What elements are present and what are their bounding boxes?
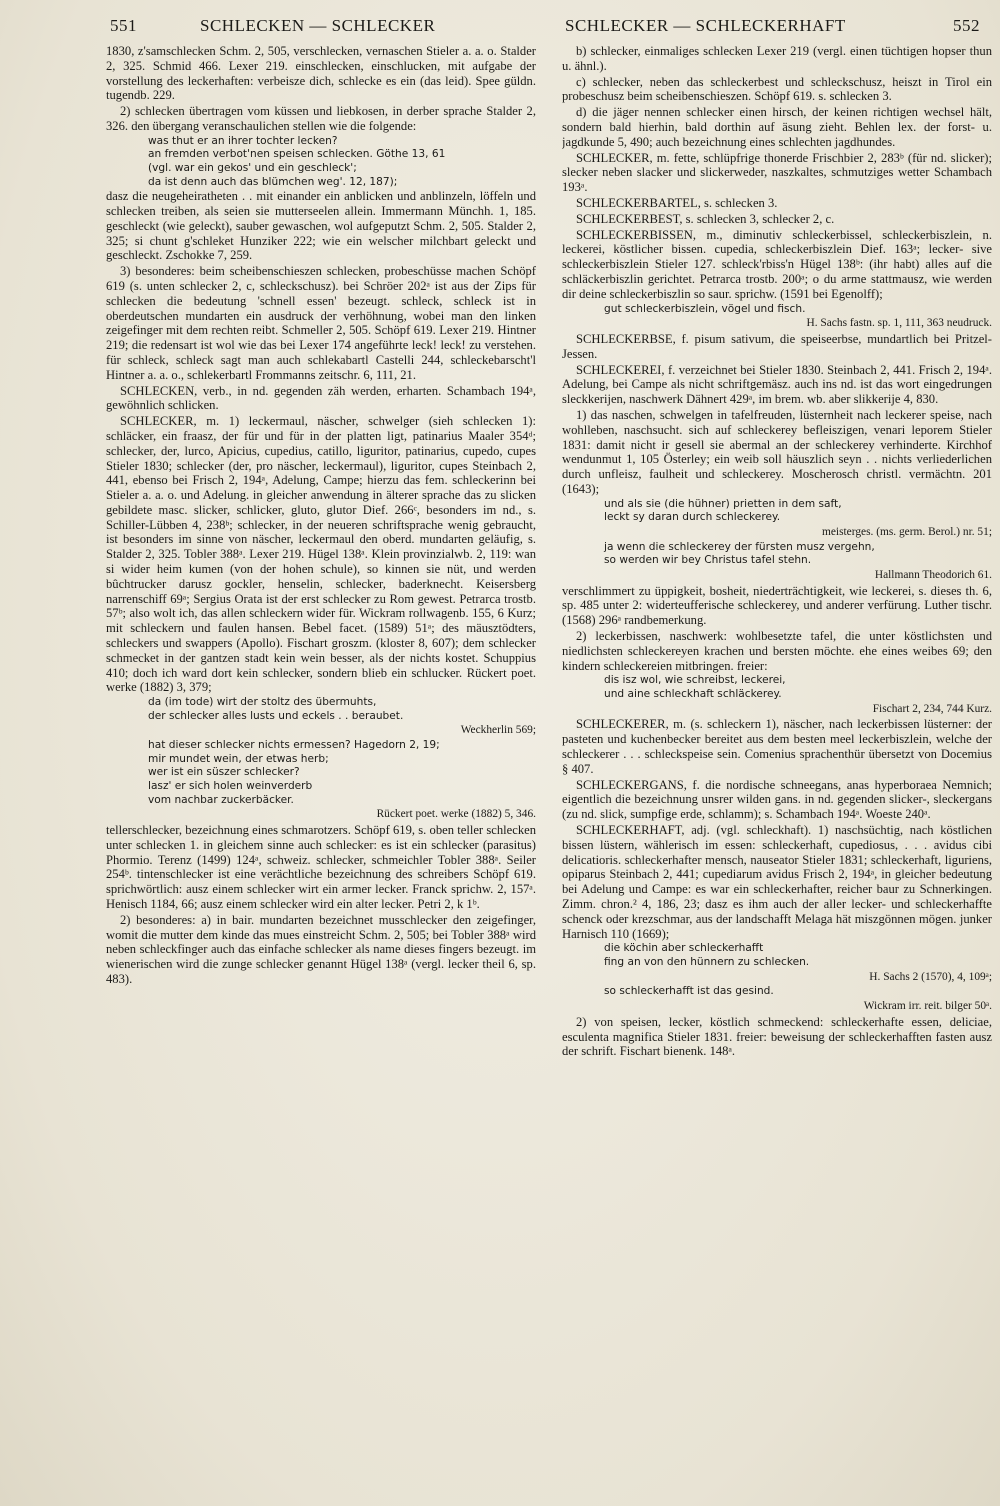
quotation-source: Hallmann Theodorich 61. [874,568,992,581]
left-column [106,44,536,1489]
right-running-title: SCHLECKER — SCHLECKERHAFT [565,16,846,35]
headword-entry: SCHLECKERBISSEN, m., diminutiv schleckerbissel, schleckerbiszlein, n. leckerei, köstlicher bissen. cupedia, schleckerbiszlein Dief. 163ᵃ; lecker- sive schleckerbiszlein Stieler 127. schleck'rbiss'n Hügel 138ᵇ: (ihr habt) alles auf die schläckerbiszlin gerichtet. Petrarca trostb. 200ᵃ; o du arme stattmausz, wie werden dir deine schleckerbiszlin so saur. sprichw. (1591 bei Egenolff); [562,227,992,301]
quotation-line: der schlecker alles lusts und eckels . . beraubet. [148,709,404,722]
quotation-line: wer ist ein süszer schlecker? [148,766,300,779]
headword-entry: SCHLECKERBSE, f. pisum sativum, die speiseerbse, mundartlich bei Pritzel-Jessen. [562,331,992,361]
quotation-line: so werden wir bey Christus tafel stehn. [604,554,812,567]
entry-paragraph: dasz die neugeheiratheten . . mit einander ein anblicken und anblinzeln, löffeln und schlecken treiben, als seien sie mutterseelen allein. Immermann Münchh. 1, 185. geschleckt (wie geleckt), sauber gewaschen, wol aufgeputzt Schm. 2, 505. Stalder 2, 325; si chunt g'schleket Hunziker 222; wie ein welscher milchbart geleckt und geschleckt. Zschokke 7, 259. [106,189,536,263]
quotation-line: dis isz wol, wie schreibst, leckerei, [604,674,786,687]
quotation-line: (vgl. war ein gekos' und ein geschleck'; [148,161,357,174]
entry-paragraph: 1) das naschen, schwelgen in tafelfreuden, lüsternheit nach leckerer speise, nach wohlleben, naschsucht. sich auf schleckerey befleiszigen, venari leporem Stieler 1831: damit nicht ir gesell sie abermal an der schleckerey verhinderte. Kirchhof wendunmut 1, 105 Österley; ein weib soll häuszlich seyn . . nichts verliederlichen durch unfleisz, faulheit und schleckerey. Moscherosch christl. vermächtn. 201 (1643); [562,407,992,496]
page-header [0,16,1000,40]
quotation-line: so schleckerhafft ist das gesind. [604,985,774,998]
headword-entry: SCHLECKER, m. fette, schlüpfrige thonerde Frischbier 2, 283ᵇ (für nd. slicker); slecker neben slacker und slickerweder, naszkaltes, schmutziges wetter Schambach 193ᵃ. [562,150,992,195]
headword-entry: SCHLECKERER, m. (s. schleckern 1), näscher, nach leckerbissen lüsterner: der pasteten und kuchenbecker bereitet aus dem besten meel leckerbiszlein, welche der schleckerer . . . schleckspeise sein. Comenius sprachenthür übersetzt von Docemius § 407. [562,717,992,776]
entry-paragraph: 1830, z'samschlecken Schm. 2, 505, verschlecken, vernaschen Stieler a. a. o. Stalder 2, 325. Schmid 466. Lexer 219. einschlecken, einschlucken, mit aufgabe der vorstellung des leckerhaften: verbeisze dich, schlecke es ein (das leid). Spee güldn. tugendb. 229. [106,44,536,103]
entry-paragraph: 2) von speisen, lecker, köstlich schmeckend: schleckerhafte essen, deliciae, esculenta magnifica Stieler 1831. freier: beweisung der schleckerhafften fasten ausz der schrift. Fischart bienenk. 148ᵃ. [562,1014,992,1059]
entry-paragraph: 2) schlecken übertragen vom küssen und liebkosen, in derber sprache Stalder 2, 326. den übergang veranschaulichen stellen wie die folgende: [106,104,536,133]
entry-paragraph: verschlimmert zu üppigkeit, bosheit, niederträchtigkeit, wie leckerei, s. dieses th. 6, sp. 485 unter 2: widerteufferische schleckerey, und anderer verfürung. Luther tischr. (1568) 296ᵃ randbemerkung. [562,583,992,628]
left-running-title: SCHLECKEN — SCHLECKER [200,16,436,35]
entry-paragraph: 2) besonderes: a) in bair. mundarten bezeichnet musschlecker den zeigefinger, womit die mutter dem kinde das mues einstreicht Schm. 2, 505; bei Tobler 388ᵃ wird neben schleckfinger auch das einfache schlecker als name dieses fingers bezeugt. im wienerischen wird die zunge schlecker genannt Hügel 138ᵃ (vergl. lecker theil 6, sp. 483). [106,912,536,986]
quotation-source: meisterges. (ms. germ. Berol.) nr. 51; [822,525,992,538]
quotation-source: Weckherlin 569; [460,724,536,737]
quotation-source: Fischart 2, 234, 744 Kurz. [872,702,992,715]
entry-paragraph: b) schlecker, einmaliges schlecken Lexer 219 (vergl. einen tüchtigen hopser thun u. ähnl.). [562,44,992,73]
entry-paragraph: 3) besonderes: beim scheibenschieszen schlecken, probeschüsse machen Schöpf 619 (s. unten schlecker 2, c, schleckschusz). bei Schröer 202ᵃ ist aus der Zips für schlecken die bedeutung 'schnell essen' bezeugt. schleck, schleck ist in oberdeutschen mundarten ein ausdruck der verhöhnung, wobei man den linken zeigefinger mit dem rechten reibt. Schmeller 2, 505. Schöpf 619. Lexer 219. Hintner 219; die redensart ist wol wie das bei Lexer 174 angeführte leck! leck! zu verstehen. für schleck, schleck sagt man auch schlekabartl Castelli 244, schleckebarscht'l Hintner a. a. o., schlekerbartl Frommanns zeitschr. 6, 111, 21. [106,264,536,382]
quotation-line: gut schleckerbiszlein, vögel und fisch. [604,302,806,315]
quotation-source: Wickram irr. reit. bilger 50ᵃ. [863,999,992,1012]
quotation-line: ja wenn die schleckerey der fürsten musz vergehn, [604,540,875,553]
quotation-line: mir mundet wein, der etwas herb; [148,752,329,765]
quotation-line: und als sie (die hühner) prietten in dem saft, [604,497,842,510]
headword-entry: SCHLECKEN, verb., in nd. gegenden zäh werden, erharten. Schambach 194ᵃ, gewöhnlich schlicken. [106,383,536,413]
right-page-number: 552 [953,16,980,35]
entry-paragraph: c) schlecker, neben das schleckerbest und schleckschusz, heiszt in Tirol ein probeschusz beim scheibenschieszen. Schöpf 619. s. schlecken 3. [562,74,992,104]
headword-entry: SCHLECKEREI, f. verzeichnet bei Stieler 1830. Steinbach 2, 441. Frisch 2, 194ᵃ. Adelung, bei Campe als nicht schriftgemäsz. auch ins nd. ist das wort eingedrungen sleckkerijen, naschwerk Dähnert 429ᵃ, im brem. wb. aber slikkerije 4, 830. [562,362,992,407]
left-page-number: 551 [110,16,137,35]
quotation-line: hat dieser schlecker nichts ermessen? Hagedorn 2, 19; [148,739,440,752]
quotation-line: da (im tode) wirt der stoltz des übermuhts, [148,696,377,709]
quotation-line: was thut er an ihrer tochter lecken? [148,134,338,147]
entry-paragraph: tellerschlecker, bezeichnung eines schmarotzers. Schöpf 619, s. oben teller schlecken unter schlecken 1. in gleichem sinne auch schlecker: es ist ein schlecker (parasitus) Phormio. Terenz (1499) 124ᵃ, schweiz. schlecker, schmeichler Tobler 388ᵃ. Seiler 254ᵇ. tintenschlecker ist eine verächtliche bezeichnung des schreibers Schöpf 619. sprichwörtlich: ausz einem schlecker wirt ein armer lecker. Franck sprichw. 2, 157ᵃ. Henisch 1184, 66; ausz einem schlecker wird ein alter lecker. Petri 2, k 1ᵇ. [106,823,536,911]
right-column [562,44,992,1489]
quotation-source: Rückert poet. werke (1882) 5, 346. [376,808,536,821]
quotation-line: vom nachbar zuckerbäcker. [148,793,294,806]
quotation-line: an fremden verbot'nen speisen schlecken. Göthe 13, 61 [148,148,446,161]
entry-paragraph: d) die jäger nennen schlecker einen hirsch, der keinen richtigen wechsel hält, sondern bald hierhin, bald dorthin auf äsung zieht. Behlen lex. der forst- u. jagdkunde 5, 490; auch bezeichnung eines schlechten jagdhundes. [562,105,992,149]
quotation-line: die köchin aber schleckerhafft [604,942,764,955]
headword-entry: SCHLECKERHAFT, adj. (vgl. schleckhaft). 1) naschsüchtig, nach köstlichen bissen lüstern, wählerisch im essen: schleckerhaft, cupediosus, . . . avidus cibi delicatioris. schleckerhafter mensch, nauseator Stieler 1831; schleckerhaft, liguriens, opiparus Steinbach 2, 441; cupediarum avidus Frisch 2, 194ᵃ, in gleicher bedeutung bei Adelung und Campe: es war ein schleckerhafter, reicher baur zu Schnerkingen. Zimm. chron.² 4, 186, 23; dasz es ihm auch der aller lecker- und schleckerhaffte schenck oder krezschmar, aus der landschafft Melaga hät miszgönnen mögen. junker Harnisch 110 (1669); [562,823,992,941]
quotation-line: da ist denn auch das blümchen weg'. 12, 187); [148,175,398,188]
headword-entry: SCHLECKERBEST, s. schlecken 3, schlecker 2, c. [576,211,835,226]
quotation-source: H. Sachs fastn. sp. 1, 111, 363 neudruck. [806,317,992,330]
quotation-source: H. Sachs 2 (1570), 4, 109ᵃ; [869,970,992,983]
quotation-line: und aine schleckhaft schläckerey. [604,688,782,701]
headword-entry: SCHLECKERBARTEL, s. schlecken 3. [576,195,778,210]
entry-paragraph: 2) leckerbissen, naschwerk: wohlbesetzte tafel, die unter köstlichsten und niedlichsten schleckereyen krachen und bersten möchte. ehe eines weibes 69; den kindern schleckereien mitbringen. freier: [562,629,992,673]
quotation-line: lasz' er sich holen weinverderb [148,780,313,793]
headword-entry: SCHLECKERGANS, f. die nordische schneegans, anas hyperboraea Nemnich; eigentlich die bezeichnung unsrer wilden gans. in nd. gegenden slicker-, sleckergans (zu nd. slick, sumpfige erde, schlamm); s. Schambach 194ᵃ. Woeste 240ᵃ. [562,777,992,822]
quotation-line: leckt sy daran durch schleckerey. [604,511,781,524]
headword-entry: SCHLECKER, m. 1) leckermaul, näscher, schwelger (sieh schlecken 1): schläcker, ein fraasz, der für und für in der platten ligt, patinarius Maaler 354ᵈ; schlecker, der, lurco, Apicius, cupedius, catillo, liguritor, patinarius, cupedo, cupes Stieler 1830; schlecker (der, pro näscher, leckermaul), liguritor, cupes Steinbach 2, 441, ebenso bei Frisch 2, 194ᵃ, Adelung, Campe; hierzu das fem. schleckerinn bei Stieler a. a. o. und Adelung. in gleicher anwendung in älterer sprache das zu slicken gebildete masc. slicker, schlicker, gluto, glutor Dief. 266ᶜ, besonders im nd., s. Schiller-Lübben 4, 238ᵇ; schlecker, in der neueren schriftsprache wenig gebraucht, ist besonders im sinne von näscher, leckermaul den oberd. mundarten geläufig, s. Stalder 2, 325. Tobler 388ᵃ. Lexer 219. Hügel 138ᵃ. Klein provinzialwb. 2, 119: wan si wider heim kumen (von der hohen schule), so kinnen sie nüt, und werden bûchtrucker darusz gockler, henselin, schlecker, baderknecht. Keisersberg narrenschiff 69ᵃ; Sergius Orata ist der erst schlecker zu Rom gewest. Petrarca trostb. 57ᵇ; also wolt ich, das allen schleckern wider für. Wickram rollwagenb. 155, 6 Kurz; mit schleckern und faulen hansen. Bebel facet. (1589) 51ᵃ; des mäusztödters, schleckers und swappers (Apollo). Fischart groszm. (kloster 8, 607); dem schlecker schmecket in der gantzen stadt kein wein besser, als der nichts kostet. Schuppius 410; doch ich ward dort kein schlecker, sondern blieb ein schlucker. Rückert poet. werke (1882) 3, 379; [106,414,536,695]
quotation-line: fing an von den hünnern zu schlecken. [604,955,810,968]
